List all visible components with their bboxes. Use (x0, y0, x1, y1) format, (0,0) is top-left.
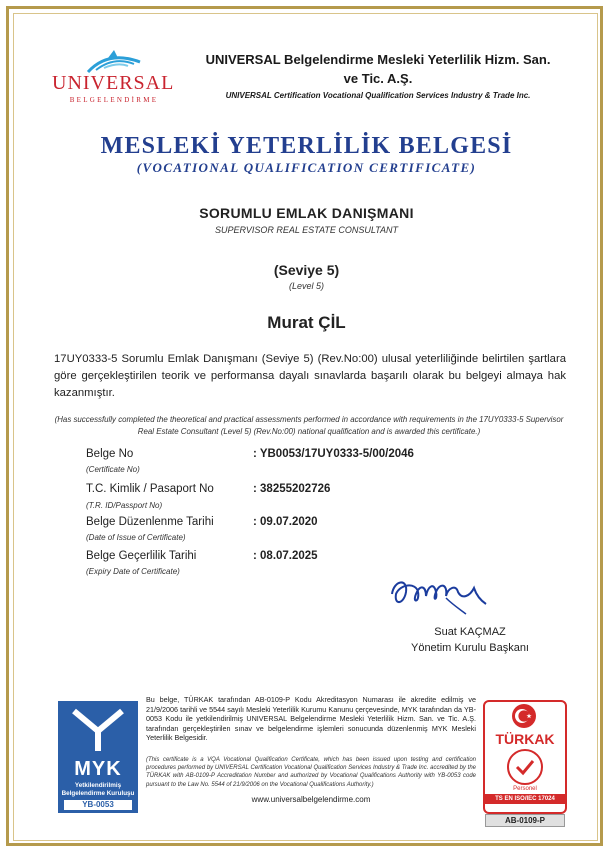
website-link[interactable]: www.universalbelgelendirme.com (251, 795, 371, 804)
issue-date-value: : 09.07.2020 (253, 516, 318, 528)
signature-icon (386, 570, 492, 618)
certificate-title-english: (VOCATIONAL QUALIFICATION CERTIFICATE) (136, 160, 477, 175)
expiry-date-value: : 08.07.2025 (253, 550, 318, 562)
id-no-value: : 38255202726 (253, 483, 331, 495)
footer-legal-text-english: (This certificate is a VQA Vocational Qualification Certificate, which has been issued upon testing and certification procedures performed by UNIVERSAL Certification Vocational Qualification Services Industry & Trade Inc. accredited by the TÜRKAK with AB-0109-P Accreditation Number and authorized by Vocational Qualifications Authority with YB-0053 code pursuant to the Law No. 5544 of 21/9/2006 on the Vocational Qualifications Authority.) (146, 757, 476, 788)
id-no-label: T.C. Kimlik / Pasaport No (86, 483, 214, 495)
signatory-title: Yönetim Kurulu Başkanı (410, 642, 529, 654)
signatory-name: Suat KAÇMAZ (434, 626, 506, 638)
holder-name: Murat ÇİL (267, 313, 346, 332)
statement-text: 17UY0333-5 Sorumlu Emlak Danışmanı (Seviye 5) (Rev.No:00) ulusal yeterliliğinde belirtilen şartlara göre gerçekleştirilen teorik ve performansa dayalı sınavlarda başarılı olarak bu belgeyi almaya hak kazanmıştır. (54, 353, 566, 399)
turkak-crescent-icon (512, 704, 536, 728)
qualification-level: (Seviye 5) (273, 262, 340, 278)
qualification-name: SORUMLU EMLAK DANIŞMANI (199, 205, 414, 221)
turkak-scope: Personel (513, 786, 537, 792)
certificate-no-value: : YB0053/17UY0333-5/00/2046 (253, 448, 414, 460)
turkak-wordmark: TÜRKAK (495, 731, 555, 747)
expiry-date-label: Belge Geçerlilik Tarihi (86, 550, 197, 562)
company-name-line2: ve Tic. A.Ş. (343, 71, 413, 86)
logo-subtitle: BELGELENDİRME (69, 96, 159, 104)
turkak-accreditation-code: AB-0109-P (485, 814, 565, 827)
myk-wordmark: MYK (74, 758, 122, 780)
myk-code: YB-0053 (64, 800, 132, 810)
id-no-sublabel: (T.R. ID/Passport No) (86, 501, 163, 510)
company-name-english: UNIVERSAL Certification Vocational Qualification Services Industry & Trade Inc. (225, 91, 531, 100)
issue-date-sublabel: (Date of Issue of Certificate) (86, 533, 186, 542)
issue-date-label: Belge Düzenlenme Tarihi (86, 516, 214, 528)
expiry-date-sublabel: (Expiry Date of Certificate) (86, 567, 180, 576)
logo-wordmark: UNIVERSAL (52, 72, 175, 94)
certificate-no-label: Belge No (86, 448, 134, 460)
footer-legal-text: Bu belge, TÜRKAK tarafından AB-0109-P Kodu Akreditasyon Numarası ile akredite edilmiş ve 21/9/2006 tarihli ve 5544 sayılı Mesleki Yeterlilik Kurumu Kanunu çerçevesinde, MYK tarafından da YB-0053 Kodu ile yetkilendirilmiş UNIVERSAL Belgelendirme Mesleki Yeterlilik Hizm. San. ve Tic. A.Ş. tarafından gerçekleştirilen sınav ve belgelendirme işlemleri sonucunda düzenlenmiş MYK Mesleki Yeterlilik Belgesidir. (146, 695, 476, 743)
turkak-check-icon (507, 749, 543, 785)
turkak-standard: TS EN ISO/IEC 17024 (485, 794, 565, 804)
statement-text-english: (Has successfully completed the theoretical and practical assessments performed in accordance with requirements in the 17UY0333-5 Supervisor Real Estate Consultant (Level 5) (Rev.No:00) national qualification and is awarded this certificate.) (54, 415, 564, 436)
certificate-title: MESLEKİ YETERLİLİK BELGESİ (100, 133, 513, 159)
company-name-line1: UNIVERSAL Belgelendirme Mesleki Yeterlilik Hizm. San. (205, 52, 551, 67)
myk-emblem-icon (68, 705, 128, 755)
myk-subtitle: Yetkilendirilmiş Belgelendirme Kuruluşu (61, 782, 135, 797)
qualification-level-english: (Level 5) (288, 281, 324, 291)
qualification-name-english: SUPERVISOR REAL ESTATE CONSULTANT (214, 225, 399, 235)
certificate-no-sublabel: (Certificate No) (86, 465, 140, 474)
